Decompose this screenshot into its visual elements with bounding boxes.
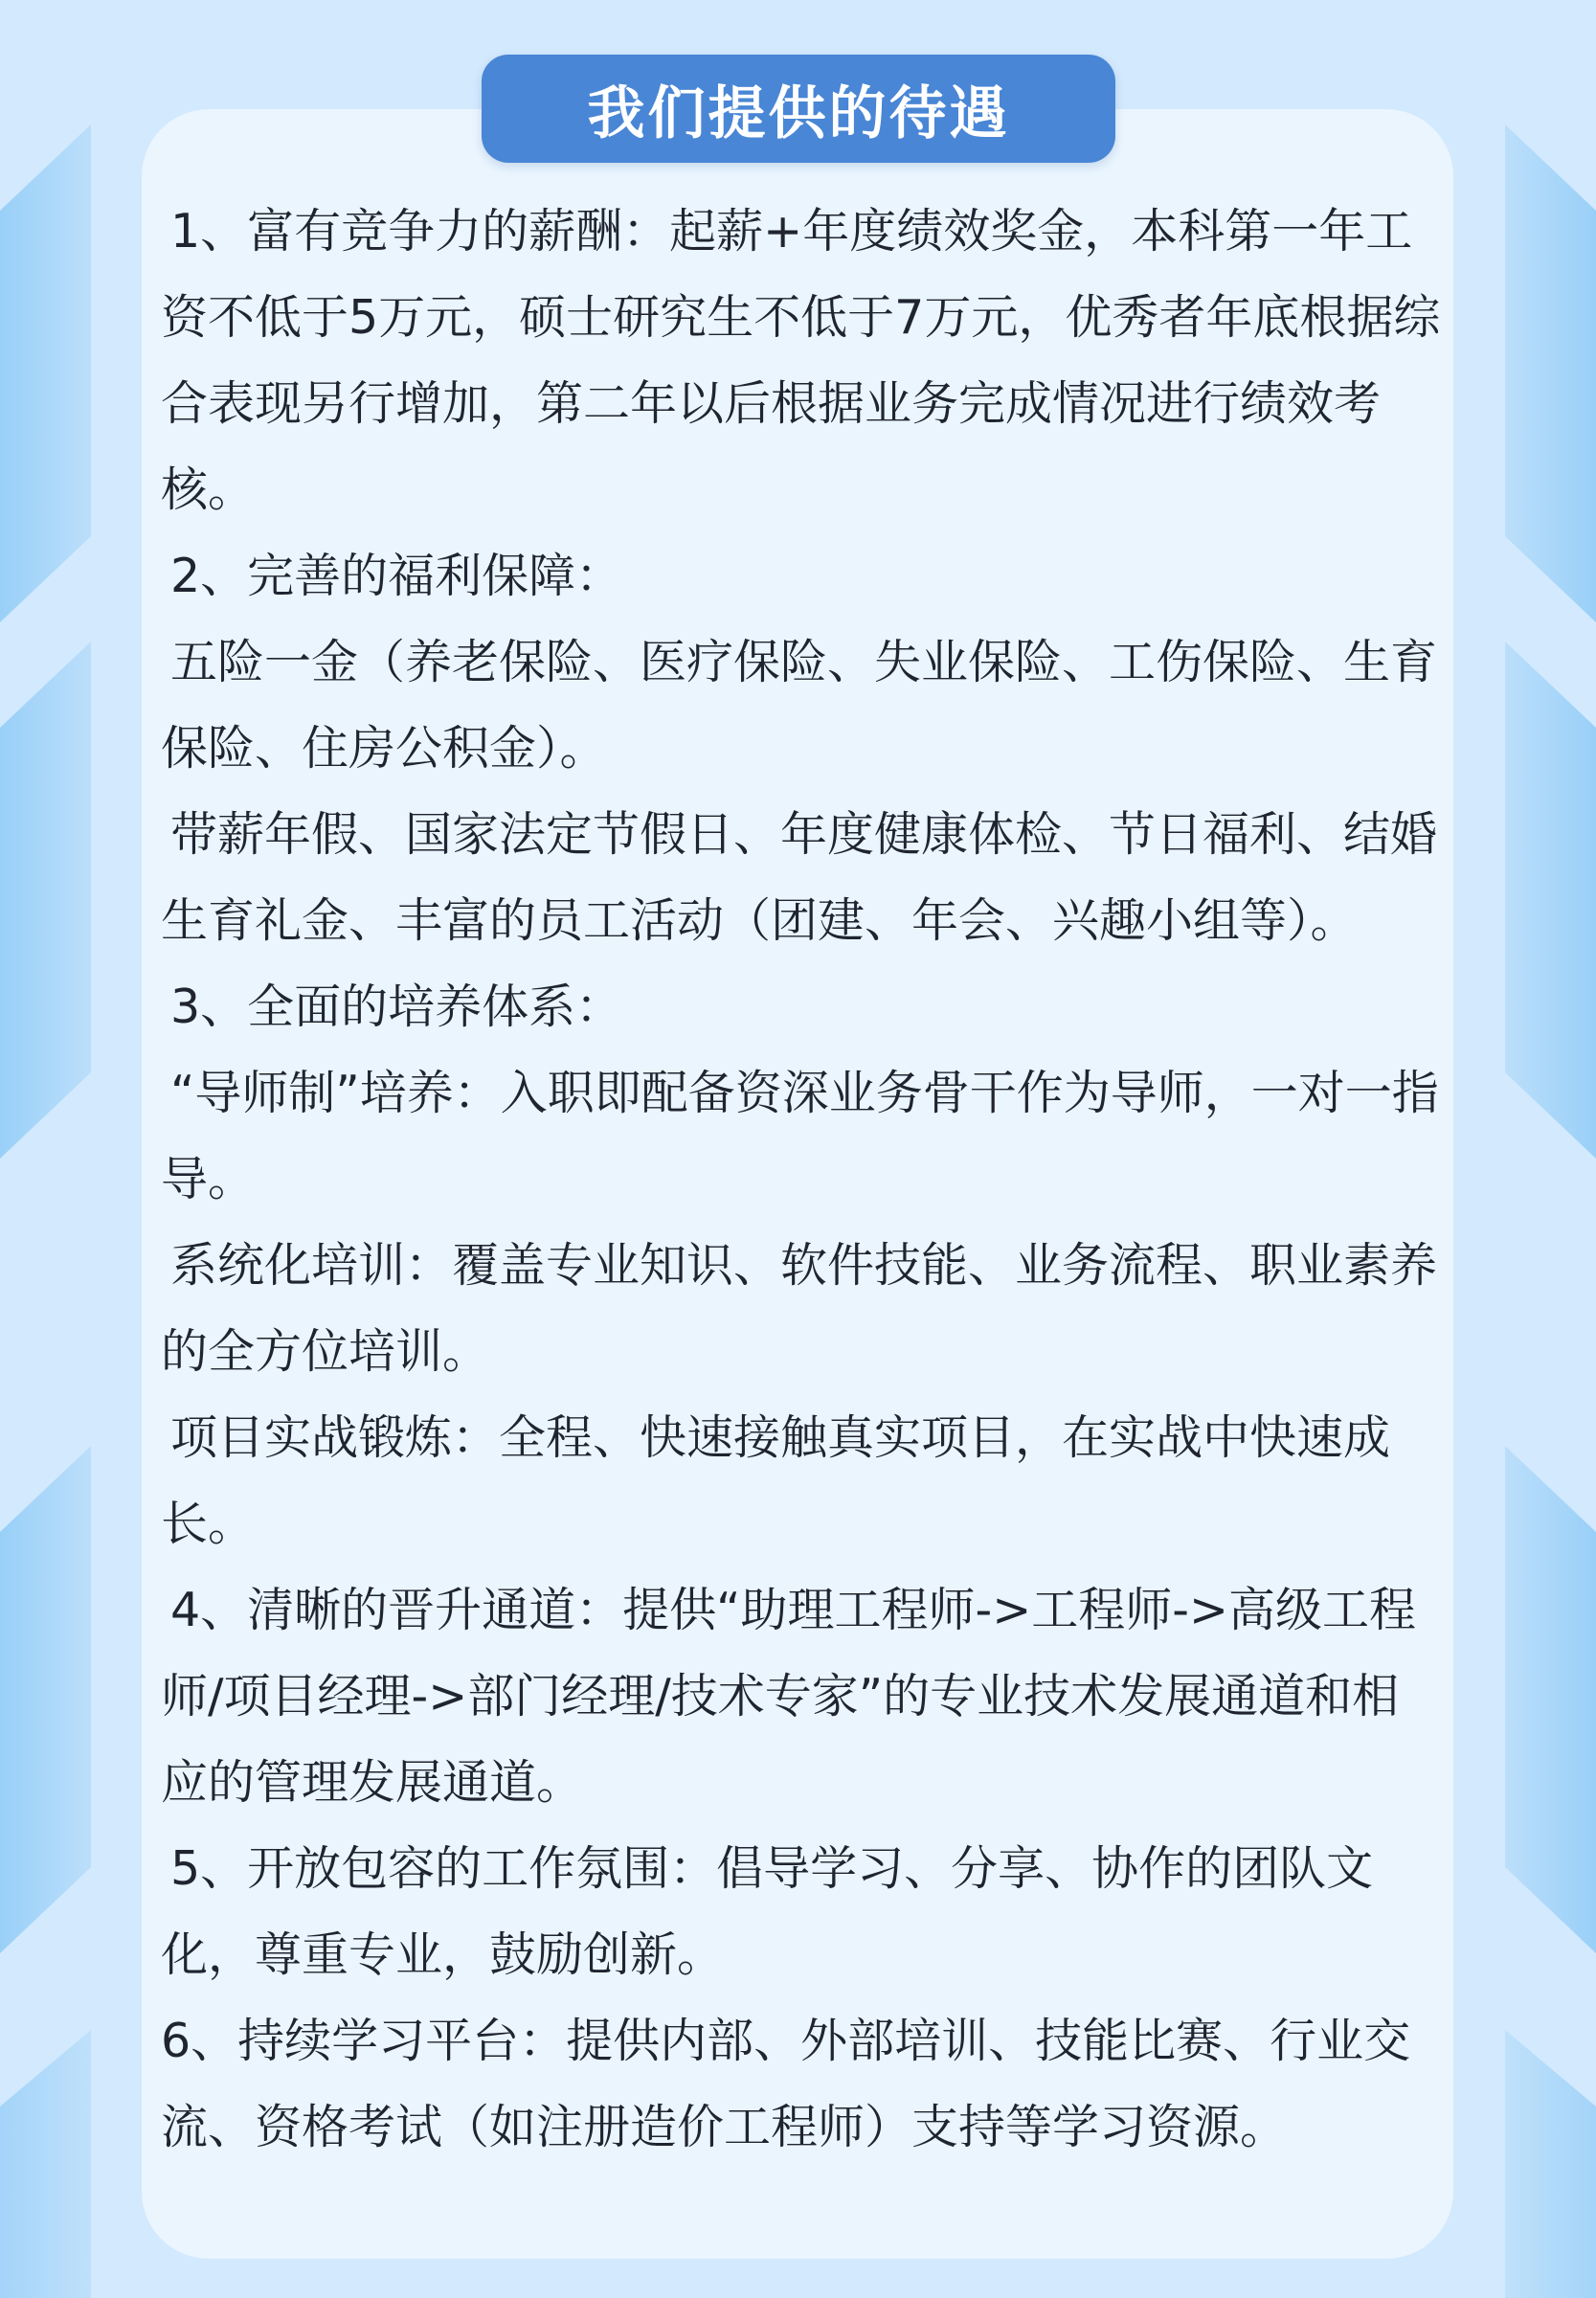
paragraph-learning-platform: 6、持续学习平台：提供内部、外部培训、技能比赛、行业交流、资格考试（如注册造价工程师）支持等学习资源。 [161,2014,1411,2154]
paragraph-training-heading: 3、全面的培养体系： [170,980,623,1034]
paragraph-salary: 1、富有竞争力的薪酬：起薪+年度绩效奖金，本科第一年工资不低于5万元，硕士研究生不低于7万元，优秀者年底根据综合表现另行增加，第二年以后根据业务完成情况进行绩效考核。 [161,204,1441,517]
paragraph-insurance: 五险一金（养老保险、医疗保险、失业保险、工伤保险、生育保险、住房公积金）。 [161,635,1438,776]
paragraph-mentor: “导师制”培养：入职即配备资深业务骨干作为导师，一对一指导。 [161,1066,1439,1206]
paragraph-welfare-heading: 2、完善的福利保障： [170,549,623,603]
title-banner [482,55,1115,163]
paragraph-atmosphere: 5、开放包容的工作氛围：倡导学习、分享、协作的团队文化，尊重专业，鼓励创新。 [161,1841,1374,1982]
paragraph-systematic-training: 系统化培训：覆盖专业知识、软件技能、业务流程、职业素养的全方位培训。 [161,1238,1438,1379]
page-title: 我们提供的待遇 [587,79,1010,147]
paragraph-promotion: 4、清晰的晋升通道：提供“助理工程师->工程师->高级工程师/项目经理->部门经理/技术专家”的专业技术发展通道和相应的管理发展通道。 [161,1583,1417,1810]
paragraph-project-practice: 项目实战锻炼：全程、快速接触真实项目，在实战中快速成长。 [161,1410,1391,1551]
paragraph-holidays: 带薪年假、国家法定节假日、年度健康体检、节日福利、结婚生育礼金、丰富的员工活动（团建、年会、兴趣小组等）。 [161,807,1438,948]
benefits-list [161,189,1446,2171]
